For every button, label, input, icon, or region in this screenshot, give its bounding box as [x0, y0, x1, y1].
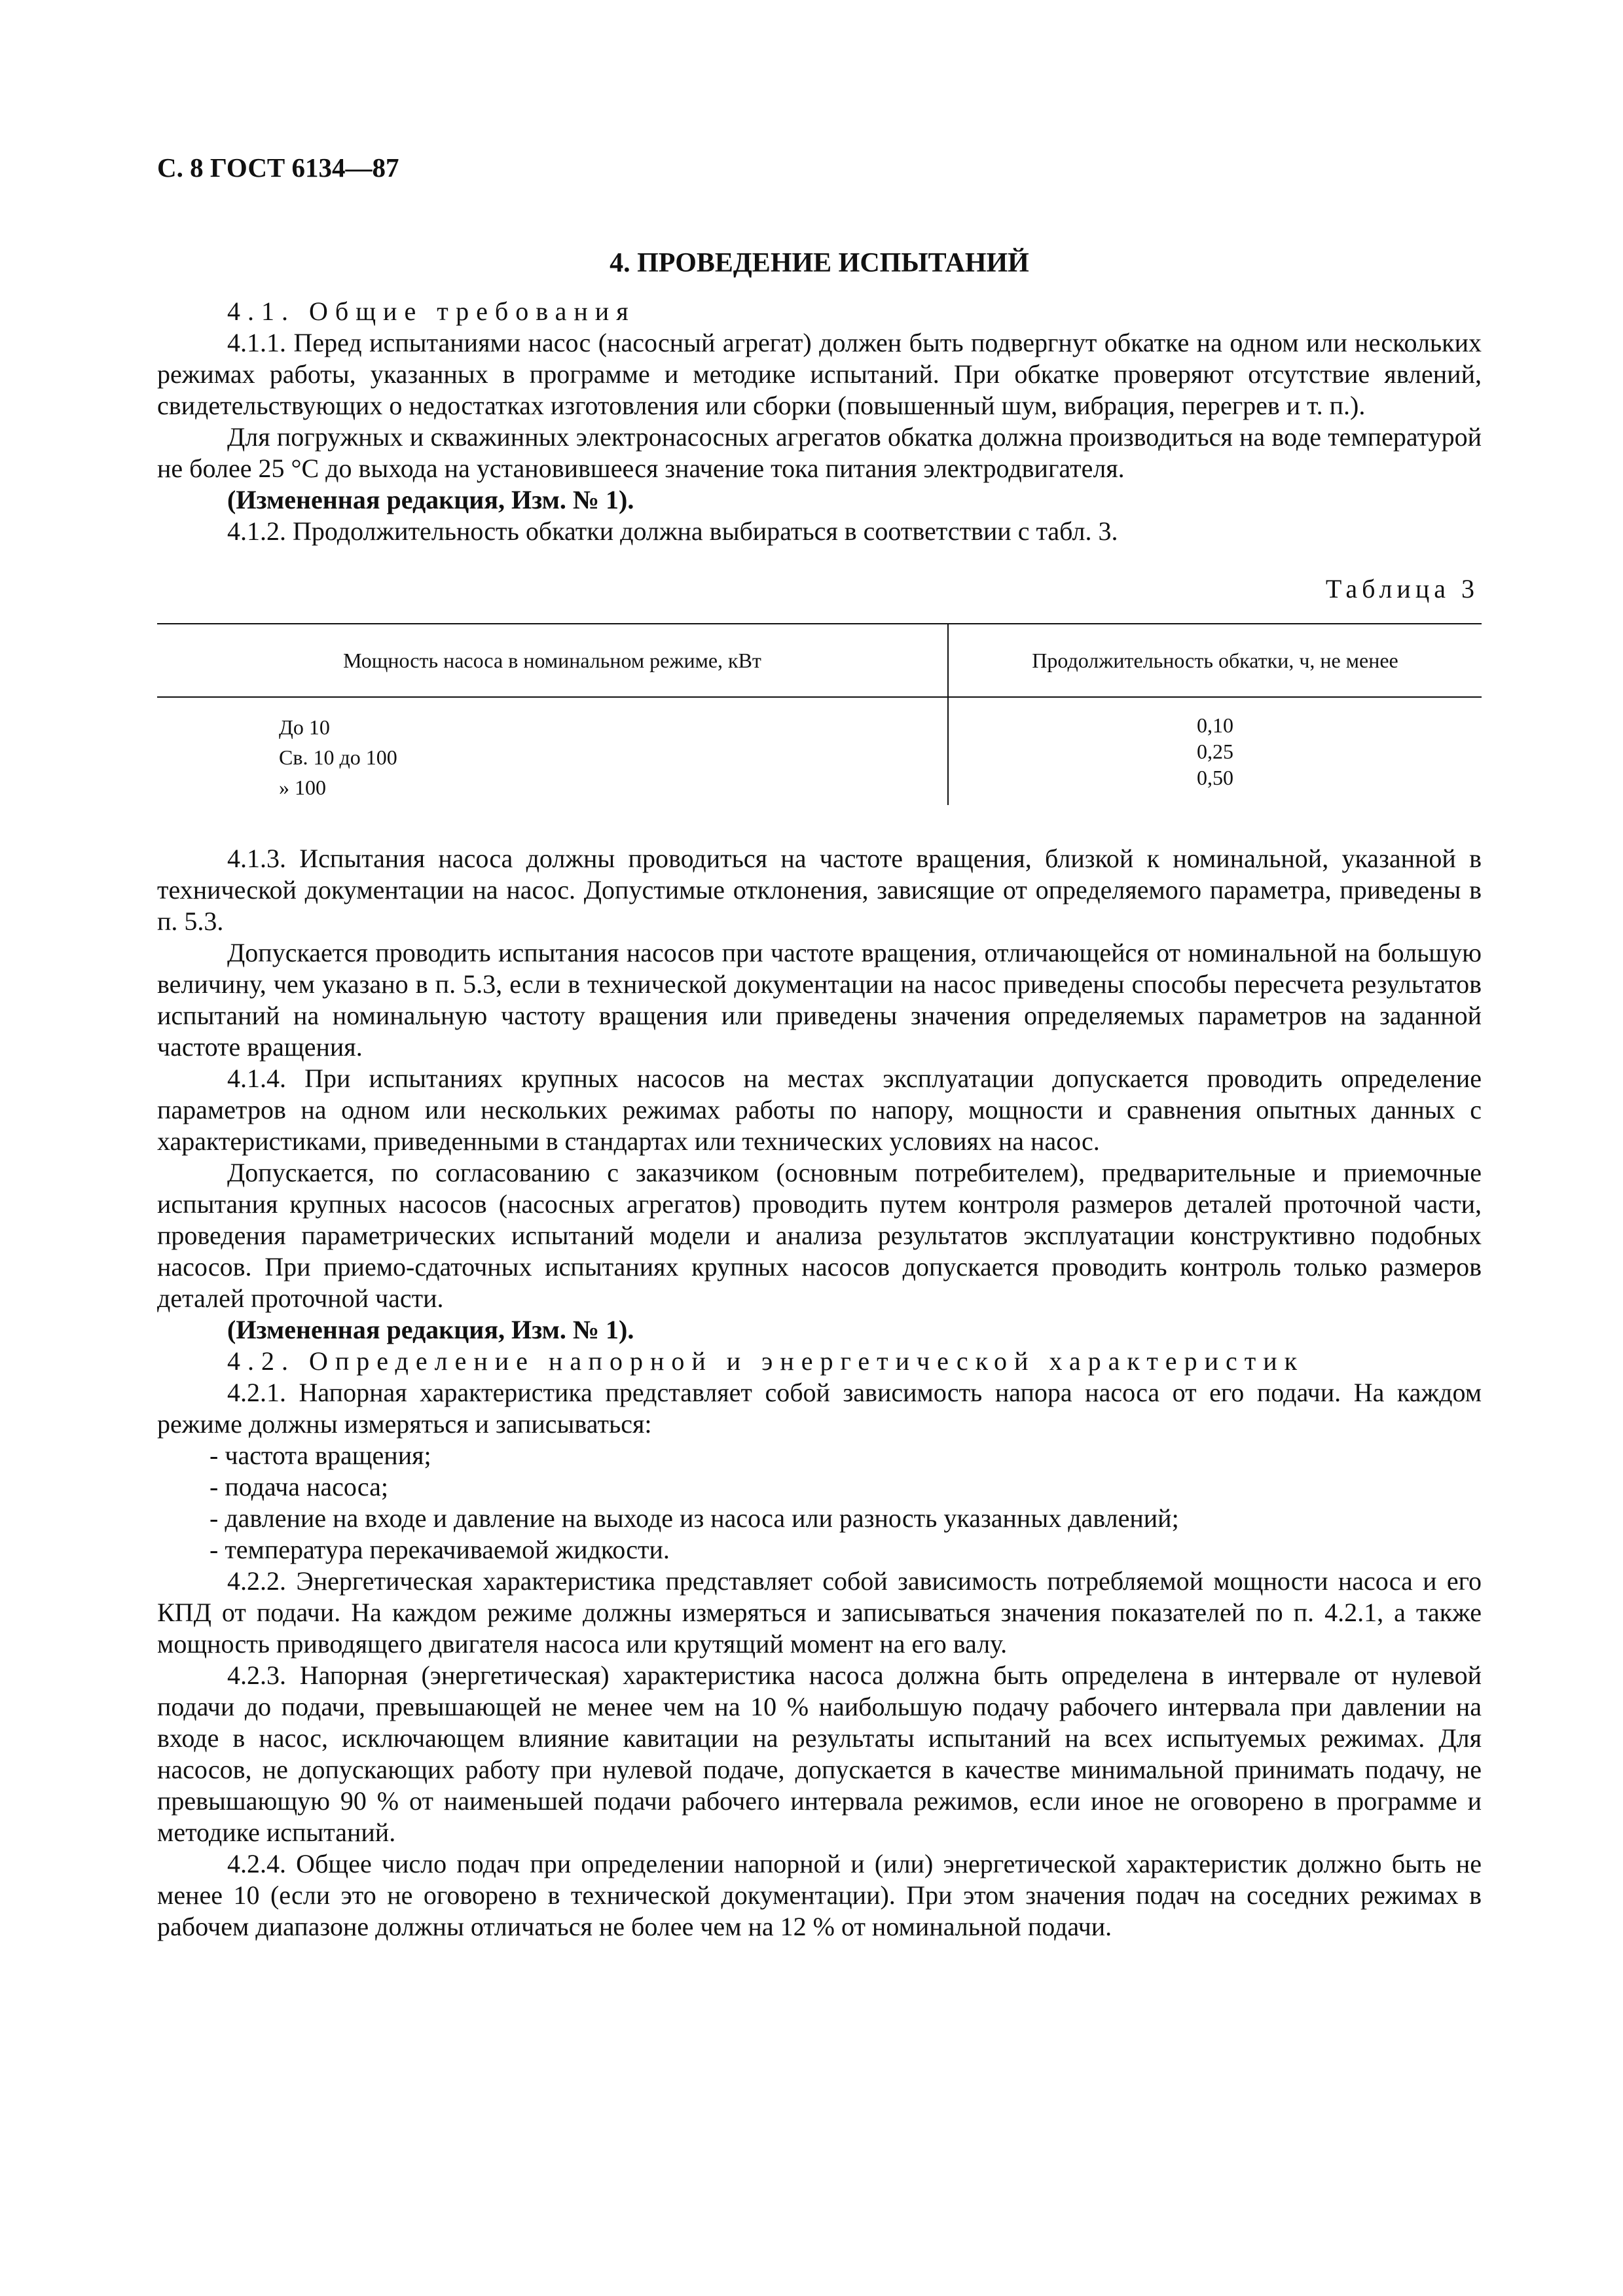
table-column-power — [157, 697, 948, 805]
table-header-power: Мощность насоса в номинальном режиме, кВт — [157, 624, 948, 697]
subsection-4-1: 4.1. Общие требования — [227, 296, 636, 326]
table-cell: До 10 — [279, 715, 330, 739]
paragraph-4-1-1: 4.1.1. Перед испытаниями насос (насосный агрегат) должен быть подвергнут обкатке на одном или нескольких режимах работы, указанных в программе и методике испытаний. При обкатке проверяют отсутствие явлений, свидетельствующих о недостатках изготовления или сборки (повышенный шум, вибрация, перегрев и т. п.). — [157, 328, 1482, 420]
subsection-4-2: 4.2. Определение напорной и энергетической характеристик — [227, 1346, 1305, 1376]
paragraph-4-1-2: 4.1.2. Продолжительность обкатки должна выбираться в соответствии с табл. 3. — [227, 516, 1118, 546]
list-item: - подача насоса; — [210, 1472, 388, 1501]
paragraph-4-2-3: 4.2.3. Напорная (энергетическая) характеристика насоса должна быть определена в интервале от нулевой подачи до подачи, превышающей не менее чем на 10 % наибольшую подачу рабочего интервала при давлении на входе в насос, исключающем влияние кавитации на результаты испытаний на всех испытуемых режимах. Для насосов, не допускающих работу при нулевой подаче, допускается в качестве минимальной принимать подачу, не превышающую 90 % от наименьшей подачи рабочего интервала режимов, если иное не оговорено в программе и методике испытаний. — [157, 1660, 1482, 1847]
paragraph-4-1-3: 4.1.3. Испытания насоса должны проводиться на частоте вращения, близкой к номинальной, указанной в технической документации на насос. Допустимые отклонения, зависящие от определяемого параметра, приведены в п. 5.3. — [157, 844, 1482, 936]
list-item: - давление на входе и давление на выходе из насоса или разность указанных давлений; — [210, 1503, 1179, 1533]
table-caption: Таблица 3 — [1325, 574, 1479, 603]
paragraph-4-2-1: 4.2.1. Напорная характеристика представляет собой зависимость напора насоса от его подачи. На каждом режиме должны измеряться и записываться: — [157, 1378, 1482, 1439]
page-header: С. 8 ГОСТ 6134—87 — [157, 152, 399, 183]
paragraph-4-1-1-b: Для погружных и скважинных электронасосных агрегатов обкатка должна производиться на воде температурой не более 25 °С до выхода на установившееся значение тока питания электродвигателя. — [157, 422, 1482, 483]
paragraph-4-2-4: 4.2.4. Общее число подач при определении напорной и (или) энергетической характеристик должно быть не менее 10 (если это не оговорено в технической документации). При этом значения подач на соседних режимах в рабочем диапазоне должны отличаться не более чем на 12 % от номинальной подачи. — [157, 1849, 1482, 1941]
table-cell: » 100 — [279, 776, 326, 799]
list-item: - частота вращения; — [210, 1441, 431, 1470]
paragraph-4-1-4-b: Допускается, по согласованию с заказчиком (основным потребителем), предварительные и приемочные испытания крупных насосов (насосных агрегатов) проводить путем контроля размеров деталей проточной части, проведения параметрических испытаний модели и анализа результатов эксплуатации конструктивно подобных насосов. При приемо-сдаточных испытаниях крупных насосов допускается проводить контроль только размеров деталей проточной части. — [157, 1158, 1482, 1313]
table-cell: 0,50 — [1197, 766, 1233, 789]
paragraph-4-1-3-b: Допускается проводить испытания насосов при частоте вращения, отличающейся от номинальной на большую величину, чем указано в п. 5.3, если в технической документации на насос приведены способы пересчета результатов испытаний на номинальную частоту вращения или приведены значения определяемых параметров на заданной частоте вращения. — [157, 938, 1482, 1062]
section-title: 4. ПРОВЕДЕНИЕ ИСПЫТАНИЙ — [610, 248, 1029, 278]
table-3 — [157, 623, 1482, 805]
paragraph-4-2-2: 4.2.2. Энергетическая характеристика представляет собой зависимость потребляемой мощности насоса и его КПД от подачи. На каждом режиме должны измеряться и записываться значения показателей по п. 4.2.1, а также мощность приводящего двигателя насоса или крутящий момент на его валу. — [157, 1566, 1482, 1659]
table-cell: 0,25 — [1197, 740, 1233, 763]
table-column-duration — [948, 697, 1482, 805]
table-cell: Св. 10 до 100 — [279, 745, 397, 769]
table-cell: 0,10 — [1197, 713, 1233, 737]
amendment-note: (Измененная редакция, Изм. № 1). — [227, 485, 634, 514]
table-header-duration: Продолжительность обкатки, ч, не менее — [948, 624, 1482, 697]
paragraph-4-1-4: 4.1.4. При испытаниях крупных насосов на местах эксплуатации допускается проводить определение параметров на одном или нескольких режимах работы по напору, мощности и сравнения опытных данных с характеристиками, приведенными в стандартах или технических условиях на насос. — [157, 1064, 1482, 1156]
list-item: - температура перекачиваемой жидкости. — [210, 1535, 670, 1564]
amendment-note-2: (Измененная редакция, Изм. № 1). — [227, 1315, 634, 1344]
